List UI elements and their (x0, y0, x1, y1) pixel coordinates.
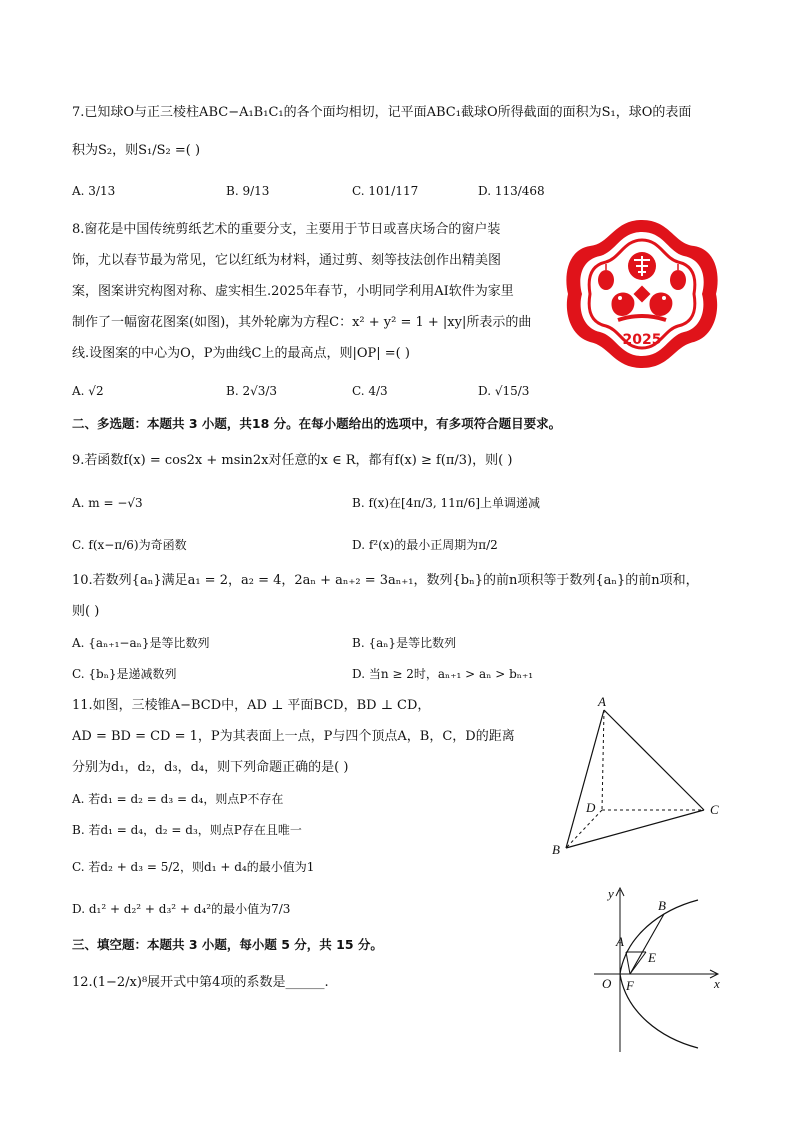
q10-option-b: B. {aₙ}是等比数列 (352, 636, 457, 650)
section-3-header: 三、填空题：本题共 3 小题，每小题 5 分，共 15 分。 (72, 937, 383, 952)
axis-label-y: y (608, 886, 614, 901)
q11-line-2: AD = BD = CD = 1，P为其表面上一点，P与四个顶点A，B，C，D的距离 (72, 729, 515, 744)
q11-option-c: C. 若d₂ + d₃ = 5/2，则d₁ + d₄的最小值为1 (72, 860, 315, 874)
q9-option-b: B. f(x)在[4π/3, 11π/6]上单调递减 (352, 496, 541, 510)
q9-option-d: D. f²(x)的最小正周期为π/2 (352, 538, 498, 552)
q7-option-b: B. 9/13 (226, 184, 270, 198)
q12-line-1: 12.(1−2/x)⁸展开式中第4项的系数是______. (72, 975, 329, 990)
segment-af (626, 952, 630, 974)
q11-option-b: B. 若d₁ = d₄，d₂ = d₃，则点P存在且唯一 (72, 823, 302, 837)
axis-label-x: x (714, 976, 720, 991)
paper-cut-year: 2025 (622, 332, 662, 348)
point-label-b: B (658, 898, 666, 913)
paper-cut-window-flower-image (562, 216, 722, 372)
q7-option-c: C. 101/117 (352, 184, 419, 198)
point-label-a: A (616, 934, 624, 949)
edge-ad-hidden (602, 710, 604, 810)
q10-option-a: A. {aₙ₊₁−aₙ}是等比数列 (72, 636, 210, 650)
q7-option-d: D. 113/468 (478, 184, 545, 198)
vertex-label-c: C (710, 802, 719, 817)
q10-option-d: D. 当n ≥ 2时，aₙ₊₁ > aₙ > bₙ₊₁ (352, 667, 534, 681)
segment-fb (630, 914, 664, 974)
q8-line-4: 制作了一幅窗花图案(如图)，其外轮廓为方程C：x² + y² = 1 + |xy|所表示的曲 (72, 315, 532, 330)
q9-option-a: A. m = −√3 (72, 496, 143, 510)
q10-option-c: C. {bₙ}是递减数列 (72, 667, 177, 681)
vertex-label-a: A (598, 694, 606, 709)
q11-option-d: D. d₁² + d₂² + d₃² + d₄²的最小值为7/3 (72, 902, 291, 916)
vertex-label-d: D (586, 800, 596, 815)
q7-option-a: A. 3/13 (72, 184, 116, 198)
vertex-label-b: B (552, 842, 560, 857)
q8-line-1: 8.窗花是中国传统剪纸艺术的重要分支，主要用于节日或喜庆场合的窗户装 (72, 222, 501, 237)
q10-line-1: 10.若数列{aₙ}满足a₁ = 2，a₂ = 4，2aₙ + aₙ₊₂ = 3aₙ₊₁，数列{bₙ}的前n项积等于数列{aₙ}的前n项和， (72, 573, 699, 588)
edge-ac (604, 710, 704, 810)
q8-option-a: A. √2 (72, 384, 104, 398)
edge-bc (566, 810, 704, 848)
parabola-figure (590, 884, 730, 1056)
q8-line-5: 线.设图案的中心为O，P为曲线C上的最高点，则|OP| =( ) (72, 346, 410, 361)
point-label-e: E (648, 950, 656, 965)
section-2-header: 二、多选题：本题共 3 小题，共18 分。在每小题给出的选项中，有多项符合题目要求。 (72, 416, 562, 431)
tetrahedron-figure (548, 694, 728, 858)
focus-label-f: F (626, 978, 634, 993)
q8-option-b: B. 2√3/3 (226, 384, 278, 398)
origin-label-o: O (602, 976, 612, 991)
q9-line-1: 9.若函数f(x) = cos2x + msin2x对任意的x ∈ R，都有f(x) ≥ f(π/3)，则( ) (72, 453, 513, 468)
q11-line-1: 11.如图，三棱锥A−BCD中，AD ⊥ 平面BCD，BD ⊥ CD， (72, 698, 431, 713)
q8-line-3: 案，图案讲究构图对称、虚实相生.2025年春节，小明同学利用AI软件为家里 (72, 284, 514, 299)
q8-option-c: C. 4/3 (352, 384, 388, 398)
q9-option-c: C. f(x−π/6)为奇函数 (72, 538, 187, 552)
segment-fe (630, 952, 646, 974)
q8-option-d: D. √15/3 (478, 384, 530, 398)
q11-option-a: A. 若d₁ = d₂ = d₃ = d₄，则点P不存在 (72, 792, 284, 806)
q10-line-2: 则( ) (72, 604, 100, 619)
q8-line-2: 饰，尤以春节最为常见，它以红纸为材料，通过剪、刻等技法创作出精美图 (72, 253, 502, 268)
q7-line-1: 7.已知球O与正三棱柱ABC−A₁B₁C₁的各个面均相切，记平面ABC₁截球O所得截面的面积为S₁，球O的表面 (72, 105, 692, 120)
q11-line-3: 分别为d₁，d₂，d₃，d₄，则下列命题正确的是( ) (72, 760, 349, 775)
q7-line-2: 积为S₂，则S₁/S₂ =( ) (72, 143, 201, 158)
